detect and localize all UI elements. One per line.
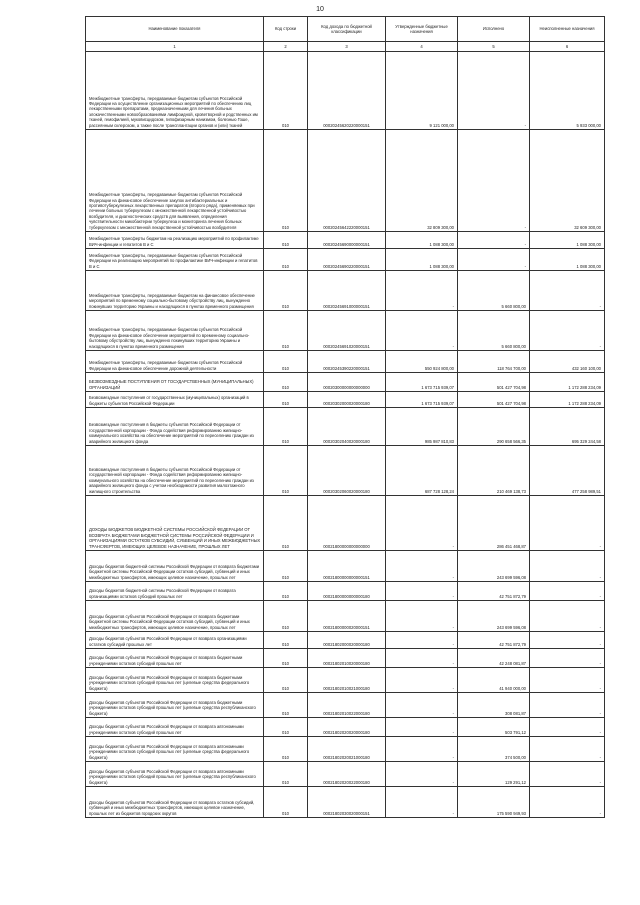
- row-unexecuted: -: [530, 649, 605, 668]
- row-income-code: 00020245691000000151: [308, 271, 386, 311]
- col-number: 6: [530, 42, 605, 52]
- row-line-code: 010: [264, 668, 308, 693]
- row-executed: 243 699 596,08: [458, 551, 530, 582]
- row-income-code: 00020302040020000180: [308, 408, 386, 446]
- row-name: Межбюджетные трансферты, передаваемые бюджетам субъектов Российской Федерации на финансовое обеспечение мероприятий по временному социально-бытовому обустройству лиц, вынужденно покинувших территорию Украины и находящихся в пунктах временного размещения: [86, 311, 264, 351]
- row-approved: -: [386, 787, 458, 818]
- row-income-code: 00020302060020000180: [308, 446, 386, 496]
- table-row: [86, 408, 605, 446]
- row-income-code: 00021802030020000151: [308, 787, 386, 818]
- row-name: Доходы бюджетов субъектов Российской Федерации от возврата бюджетными учреждениями остатков субсидий прошлых лет (целевые средства республиканского бюджета): [86, 693, 264, 718]
- row-approved: 9 121 000,00: [386, 52, 458, 130]
- row-executed: 42 751 872,79: [458, 582, 530, 601]
- row-name: Межбюджетные трансферты, передаваемые бюджетам субъектов Российской Федерации на финансовое обеспечение дорожной деятельности: [86, 351, 264, 373]
- row-executed: 501 427 704,98: [458, 373, 530, 392]
- table-row: [86, 373, 605, 392]
- row-approved: 1 088 300,00: [386, 249, 458, 271]
- row-executed: 42 248 081,87: [458, 649, 530, 668]
- table-row: [86, 351, 605, 373]
- row-income-code: 00020302000020000180: [308, 392, 386, 408]
- row-name: Безвозмездные поступления в бюджеты субъектов Российской Федерации от государственной корпорации - Фонда содействия реформированию жилищно-коммунального хозяйства на обеспечение мероприятий по переселению граждан из аварийного жилищного фонда: [86, 408, 264, 446]
- row-unexecuted: -: [530, 496, 605, 551]
- row-unexecuted: -: [530, 693, 605, 718]
- row-executed: 374 500,00: [458, 737, 530, 762]
- row-approved: -: [386, 551, 458, 582]
- row-executed: 308 081,87: [458, 693, 530, 718]
- table-row: [86, 632, 605, 649]
- header-line-code: Код строки: [264, 17, 308, 42]
- row-approved: -: [386, 668, 458, 693]
- row-name: Доходы бюджетов субъектов Российской Федерации от возврата бюджетами бюджетной системы Российской Федерации остатков субсидий, субвенций и иных межбюджетных трансфертов, имеющих целевое назначение, прошлых лет: [86, 601, 264, 632]
- table-row: [86, 693, 605, 718]
- table-row: [86, 787, 605, 818]
- row-income-code: 00020245390220000151: [308, 351, 386, 373]
- table-row: [86, 52, 605, 130]
- table-row: [86, 232, 605, 249]
- row-approved: -: [386, 601, 458, 632]
- row-unexecuted: 477 258 989,51: [530, 446, 605, 496]
- row-line-code: 010: [264, 551, 308, 582]
- row-approved: 32 809 300,00: [386, 130, 458, 232]
- row-line-code: 010: [264, 718, 308, 737]
- row-name: Межбюджетные трансферты, передаваемые бюджетам субъектов Российской Федерации на реализацию мероприятий по профилактике ВИЧ-инфекции и гепатитов В и С: [86, 249, 264, 271]
- row-executed: 41 940 000,00: [458, 668, 530, 693]
- row-name: Доходы бюджетов субъектов Российской Федерации от возврата остатков субсидий, субвенций и иных межбюджетных трансфертов, имеющих целевое назначение, прошлых лет из бюджетов городских округов: [86, 787, 264, 818]
- row-name: Доходы бюджетов бюджетной системы Российской Федерации от возврата организациями остатков субсидий прошлых лет: [86, 582, 264, 601]
- row-income-code: 00021800000020000151: [308, 601, 386, 632]
- column-number-row: [86, 42, 605, 52]
- row-approved: 1 673 715 939,07: [386, 373, 458, 392]
- row-unexecuted: -: [530, 762, 605, 787]
- row-name: Доходы бюджетов субъектов Российской Федерации от возврата организациями остатков субсидий прошлых лет: [86, 632, 264, 649]
- row-approved: -: [386, 762, 458, 787]
- col-number: 1: [86, 42, 264, 52]
- row-executed: 243 699 596,08: [458, 601, 530, 632]
- row-line-code: 010: [264, 446, 308, 496]
- table-row: [86, 582, 605, 601]
- row-line-code: 010: [264, 271, 308, 311]
- row-unexecuted: -: [530, 632, 605, 649]
- row-approved: -: [386, 496, 458, 551]
- row-line-code: 010: [264, 632, 308, 649]
- header-executed: Исполнено: [458, 17, 530, 42]
- col-number: 3: [308, 42, 386, 52]
- row-executed: 503 791,12: [458, 718, 530, 737]
- row-executed: -: [458, 232, 530, 249]
- row-executed: 129 291,12: [458, 762, 530, 787]
- row-name: Безвозмездные поступления от государственных (муниципальных) организаций в бюджеты субъектов Российской Федерации: [86, 392, 264, 408]
- row-line-code: 010: [264, 601, 308, 632]
- row-unexecuted: -: [530, 718, 605, 737]
- row-income-code: 00020245690220000151: [308, 249, 386, 271]
- table-row: [86, 737, 605, 762]
- row-line-code: 010: [264, 311, 308, 351]
- row-income-code: 00021802010022000180: [308, 693, 386, 718]
- row-approved: -: [386, 649, 458, 668]
- row-name: Доходы бюджетов бюджетной системы Российской Федерации от возврата бюджетами бюджетной системы Российской Федерации остатков субсидий, субвенций и иных межбюджетных трансфертов, имеющих целевое назначение, прошлых лет: [86, 551, 264, 582]
- row-name: Доходы бюджетов субъектов Российской Федерации от возврата автономными учреждениями остатков субсидий прошлых лет (целевые средства федерального бюджета): [86, 737, 264, 762]
- row-approved: -: [386, 582, 458, 601]
- row-executed: 286 451 468,87: [458, 496, 530, 551]
- col-number: 4: [386, 42, 458, 52]
- row-unexecuted: -: [530, 601, 605, 632]
- row-approved: -: [386, 271, 458, 311]
- row-name: Доходы бюджетов субъектов Российской Федерации от возврата автономными учреждениями остатков субсидий прошлых лет (целевые средства республиканского бюджета): [86, 762, 264, 787]
- row-approved: -: [386, 693, 458, 718]
- row-approved: 687 728 128,24: [386, 446, 458, 496]
- row-unexecuted: 1 088 300,00: [530, 232, 605, 249]
- row-unexecuted: -: [530, 787, 605, 818]
- row-approved: 550 924 800,00: [386, 351, 458, 373]
- row-approved: 1 088 300,00: [386, 232, 458, 249]
- row-name: Безвозмездные поступления в бюджеты субъектов Российской Федерации от государственной корпорации - Фонда содействия реформированию жилищно-коммунального хозяйства на обеспечение мероприятий по переселению граждан из аварийного жилищного фонда с учетом необходимости развития малоэтажного жилищного строительства: [86, 446, 264, 496]
- row-name: Доходы бюджетов субъектов Российской Федерации от возврата бюджетными учреждениями остатков субсидий прошлых лет (целевые средства федерального бюджета): [86, 668, 264, 693]
- page-number: 10: [316, 6, 324, 13]
- row-name: Межбюджетные трансферты, передаваемые бюджетам субъектов Российской Федерации на осуществление организационных мероприятий по обеспечению лиц лекарственными препаратами, предназначенными для лечения больных злокачественными новообразованиями лимфоидной, кроветворной и родственных им тканей, гемофилией, муковисцидозом, гипофизарным нанизмом, болезнью Гоше, рассеянным склерозом, а также после трансплантации органов и (или) тканей: [86, 52, 264, 130]
- col-number: 2: [264, 42, 308, 52]
- row-income-code: 00020245620220000151: [308, 52, 386, 130]
- col-number: 5: [458, 42, 530, 52]
- table-row: [86, 271, 605, 311]
- row-unexecuted: -: [530, 668, 605, 693]
- row-line-code: 010: [264, 737, 308, 762]
- row-unexecuted: -: [530, 311, 605, 351]
- row-income-code: 00021802010021000180: [308, 668, 386, 693]
- row-line-code: 010: [264, 408, 308, 446]
- row-line-code: 010: [264, 787, 308, 818]
- row-income-code: 00021802020022000180: [308, 762, 386, 787]
- row-income-code: 00020300000000000000: [308, 373, 386, 392]
- row-line-code: 010: [264, 52, 308, 130]
- row-income-code: 00020245642220000151: [308, 130, 386, 232]
- row-income-code: 00020245690000000151: [308, 232, 386, 249]
- row-executed: 175 590 949,93: [458, 787, 530, 818]
- table-row: [86, 249, 605, 271]
- header-unexecuted: Неисполненные назначения: [530, 17, 605, 42]
- row-executed: 290 658 566,35: [458, 408, 530, 446]
- header-income-code: Код дохода по бюджетной классификации: [308, 17, 386, 42]
- row-name: ДОХОДЫ БЮДЖЕТОВ БЮДЖЕТНОЙ СИСТЕМЫ РОССИЙСКОЙ ФЕДЕРАЦИИ ОТ ВОЗВРАТА БЮДЖЕТАМИ БЮДЖЕТНОЙ СИСТЕМЫ РОССИЙСКОЙ ФЕДЕРАЦИИ И ОРГАНИЗАЦИЯМИ ОСТАТКОВ СУБСИДИЙ, СУБВЕНЦИЙ И ИНЫХ МЕЖБЮДЖЕТНЫХ ТРАНСФЕРТОВ, ИМЕЮЩИХ ЦЕЛЕВОЕ НАЗНАЧЕНИЕ, ПРОШЛЫХ ЛЕТ: [86, 496, 264, 551]
- row-name: Межбюджетные трансферты, передаваемые бюджетам субъектов Российской Федерации на финансовое обеспечение закупок антибактериальных и противотуберкулезных лекарственных препаратов (второго ряда), применяемых при лечении больных туберкулезом с множественной лекарственной устойчивостью возбудителя, и диагностических средств для выявления, определения чувствительности микобактерии туберкулеза и мониторинга лечения больных туберкулезом с множественной лекарственной устойчивостью возбудителя: [86, 130, 264, 232]
- row-income-code: 00021800000000000180: [308, 582, 386, 601]
- row-unexecuted: 1 172 288 234,09: [530, 392, 605, 408]
- table-row: [86, 718, 605, 737]
- row-executed: -: [458, 130, 530, 232]
- table-row: [86, 551, 605, 582]
- row-name: Межбюджетные трансферты бюджетам на реализацию мероприятий по профилактике ВИЧ-инфекции и гепатитов В и С: [86, 232, 264, 249]
- table-row: [86, 649, 605, 668]
- row-line-code: 010: [264, 249, 308, 271]
- row-unexecuted: 432 160 100,00: [530, 351, 605, 373]
- row-unexecuted: 1 172 288 234,09: [530, 373, 605, 392]
- row-income-code: 00021802000020000180: [308, 632, 386, 649]
- table-row: [86, 311, 605, 351]
- row-approved: -: [386, 718, 458, 737]
- row-income-code: 00020245691020000151: [308, 311, 386, 351]
- row-unexecuted: 32 609 300,00: [530, 130, 605, 232]
- row-name: Межбюджетные трансферты, передаваемые бюджетам на финансовое обеспечение мероприятий по временному социально-бытовому обустройству лиц, вынужденно покинувших территорию Украины и находящихся в пунктах временного размещения: [86, 271, 264, 311]
- row-line-code: 010: [264, 232, 308, 249]
- table-row: [86, 392, 605, 408]
- row-approved: -: [386, 737, 458, 762]
- row-income-code: 00021800000000000000: [308, 496, 386, 551]
- row-unexecuted: 5 933 000,00: [530, 52, 605, 130]
- row-executed: -: [458, 249, 530, 271]
- row-unexecuted: 1 088 300,00: [530, 249, 605, 271]
- row-executed: -: [458, 52, 530, 130]
- row-line-code: 010: [264, 762, 308, 787]
- row-line-code: 010: [264, 693, 308, 718]
- row-line-code: 010: [264, 351, 308, 373]
- table-row: [86, 601, 605, 632]
- row-line-code: 010: [264, 649, 308, 668]
- header-approved: Утвержденные бюджетные назначения: [386, 17, 458, 42]
- table-row: [86, 496, 605, 551]
- row-income-code: 00021800000000000151: [308, 551, 386, 582]
- row-unexecuted: -: [530, 582, 605, 601]
- row-line-code: 010: [264, 582, 308, 601]
- table-row: [86, 446, 605, 496]
- row-executed: 5 660 800,00: [458, 311, 530, 351]
- row-executed: 501 427 704,98: [458, 392, 530, 408]
- row-approved: -: [386, 311, 458, 351]
- row-executed: 210 469 138,73: [458, 446, 530, 496]
- row-line-code: 010: [264, 392, 308, 408]
- row-approved: 1 673 715 939,07: [386, 392, 458, 408]
- table-row: [86, 762, 605, 787]
- header-row: [86, 17, 605, 42]
- table-row: [86, 668, 605, 693]
- table-row: [86, 130, 605, 232]
- row-line-code: 010: [264, 496, 308, 551]
- row-executed: 5 660 800,00: [458, 271, 530, 311]
- row-income-code: 00021802020021000180: [308, 737, 386, 762]
- row-unexecuted: 695 329 244,58: [530, 408, 605, 446]
- row-executed: 118 764 700,00: [458, 351, 530, 373]
- row-line-code: 010: [264, 130, 308, 232]
- row-line-code: 010: [264, 373, 308, 392]
- row-unexecuted: -: [530, 737, 605, 762]
- row-income-code: 00021802010020000180: [308, 649, 386, 668]
- row-unexecuted: -: [530, 271, 605, 311]
- budget-execution-table: [85, 16, 605, 818]
- header-indicator-name: Наименование показателя: [86, 17, 264, 42]
- row-name: Доходы бюджетов субъектов Российской Федерации от возврата автономными учреждениями остатков субсидий прошлых лет: [86, 718, 264, 737]
- row-unexecuted: -: [530, 551, 605, 582]
- row-approved: 985 987 810,83: [386, 408, 458, 446]
- row-name: БЕЗВОЗМЕЗДНЫЕ ПОСТУПЛЕНИЯ ОТ ГОСУДАРСТВЕННЫХ (МУНИЦИПАЛЬНЫХ) ОРГАНИЗАЦИЙ: [86, 373, 264, 392]
- row-executed: 42 751 872,79: [458, 632, 530, 649]
- row-approved: -: [386, 632, 458, 649]
- row-name: Доходы бюджетов субъектов Российской Федерации от возврата бюджетными учреждениями остатков субсидий прошлых лет: [86, 649, 264, 668]
- row-income-code: 00021802020020000180: [308, 718, 386, 737]
